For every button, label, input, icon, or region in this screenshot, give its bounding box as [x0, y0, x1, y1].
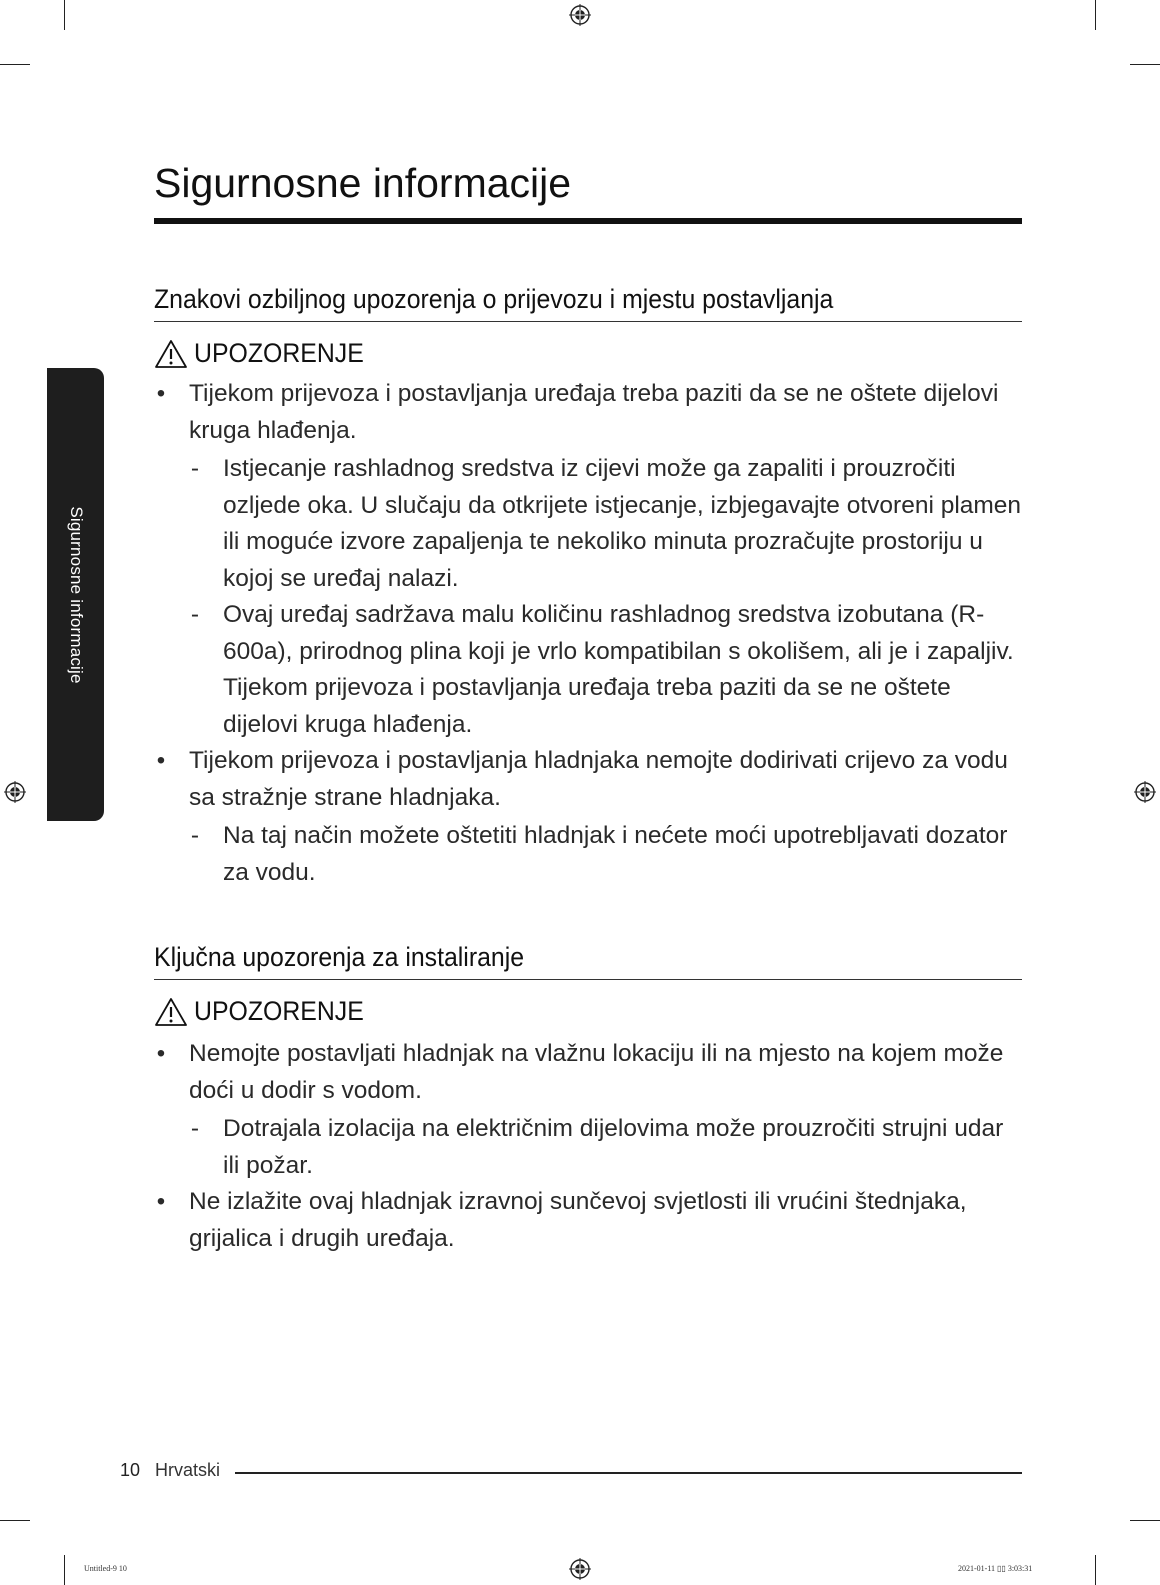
bullet-icon: • [156, 747, 166, 774]
footer-language: Hrvatski [155, 1460, 221, 1480]
crop-mark-top-left-h [0, 64, 30, 65]
item-text: Ne izlažite ovaj hladnjak izravnoj sunčevoj svjetlosti ili vrućini štednjaka, grijalica i drugih uređaja. [189, 1188, 967, 1252]
section-heading-transport: Znakovi ozbiljnog upozorenja o prijevozu i mjestu postavljanja [154, 284, 834, 314]
registration-mark-icon [4, 781, 26, 803]
registration-mark-icon [569, 4, 591, 26]
sub-item-text: Ovaj uređaj sadržava malu količinu rashladnog sredstva izobutana (R-600a), prirodnog plina koji je vrlo kompatibilan s okolišem, ali je i zapaljiv. Tijekom prijevoza i postavljanja uređaja treba paziti da se ne oštete dijelovi kruga hlađenja. [223, 601, 1014, 738]
dash-icon: - [190, 601, 200, 628]
crop-mark-top-right-h [1130, 64, 1160, 65]
item-text: Tijekom prijevoza i postavljanja hladnjaka nemojte dodirivati crijevo za vodu sa stražnje strane hladnjaka. [189, 747, 1008, 811]
item-text: Nemojte postavljati hladnjak na vlažnu lokaciju ili na mjesto na kojem može doći u dodir s vodom. [189, 1040, 1004, 1104]
crop-mark-top-left [64, 0, 65, 30]
sub-list-item [189, 818, 1024, 891]
crop-mark-bottom-right [1095, 1555, 1096, 1585]
bullet-icon: • [156, 380, 166, 407]
crop-mark-top-right [1095, 0, 1096, 30]
section-rule [154, 979, 1022, 980]
item-text: Tijekom prijevoza i postavljanja uređaja treba paziti da se ne oštete dijelovi kruga hlađenja. [189, 380, 999, 444]
warning-list-installation [154, 1036, 1024, 1257]
dash-icon: - [190, 822, 200, 849]
dash-icon: - [190, 455, 200, 482]
warning-list-transport [154, 376, 1024, 891]
bullet-icon: • [156, 1040, 166, 1067]
page-number: 10 [120, 1460, 141, 1480]
list-item [154, 1184, 1024, 1257]
title-rule [154, 218, 1022, 224]
sub-item-text: Istjecanje rashladnog sredstva iz cijevi može ga zapaliti i prouzročiti ozljede oka. U slučaju da otkrijete istjecanje, izbjegavajte otvoreni plamen ili moguće izvore zapaljenja te nekoliko minuta prozračujte prostoriju u kojoj se uređaj nalazi. [223, 455, 1022, 592]
print-slug-right: 2021-01-11 ▯▯ 3:03:31 [958, 1564, 1033, 1573]
sub-item-text: Na taj način možete oštetiti hladnjak i nećete moći upotrebljavati dozator za vodu. [223, 822, 1008, 886]
registration-mark-icon [569, 1558, 591, 1580]
sub-list [189, 818, 1024, 891]
side-tab-label: Sigurnosne informacije [66, 505, 86, 684]
list-item [154, 743, 1024, 891]
section-heading-installation: Ključna upozorenja za instaliranje [154, 942, 525, 972]
page-title: Sigurnosne informacije [154, 160, 572, 206]
registration-mark-icon [1134, 781, 1156, 803]
sub-list-item [189, 1111, 1024, 1184]
warning-header [154, 996, 379, 1027]
print-slug-left: Untitled-9 10 [84, 1564, 127, 1573]
warning-triangle-icon [154, 997, 188, 1027]
crop-mark-bottom-left [64, 1555, 65, 1585]
crop-mark-bottom-right-h [1130, 1520, 1160, 1521]
side-tab[interactable] [47, 368, 104, 821]
crop-mark-bottom-left-h [0, 1520, 30, 1521]
warning-label: UPOZORENJE [194, 338, 364, 368]
sub-item-text: Dotrajala izolacija na električnim dijelovima može prouzročiti strujni udar ili požar. [223, 1115, 1004, 1179]
sub-list-item [189, 451, 1024, 597]
sub-list [189, 1111, 1024, 1184]
bullet-icon: • [156, 1188, 166, 1215]
sub-list [189, 451, 1024, 743]
section-rule [154, 321, 1022, 322]
sub-list-item [189, 597, 1024, 743]
list-item [154, 376, 1024, 743]
footer-rule [235, 1472, 1022, 1474]
warning-triangle-icon [154, 339, 188, 369]
warning-header [154, 338, 379, 369]
dash-icon: - [190, 1115, 200, 1142]
warning-label: UPOZORENJE [194, 996, 364, 1026]
list-item [154, 1036, 1024, 1184]
